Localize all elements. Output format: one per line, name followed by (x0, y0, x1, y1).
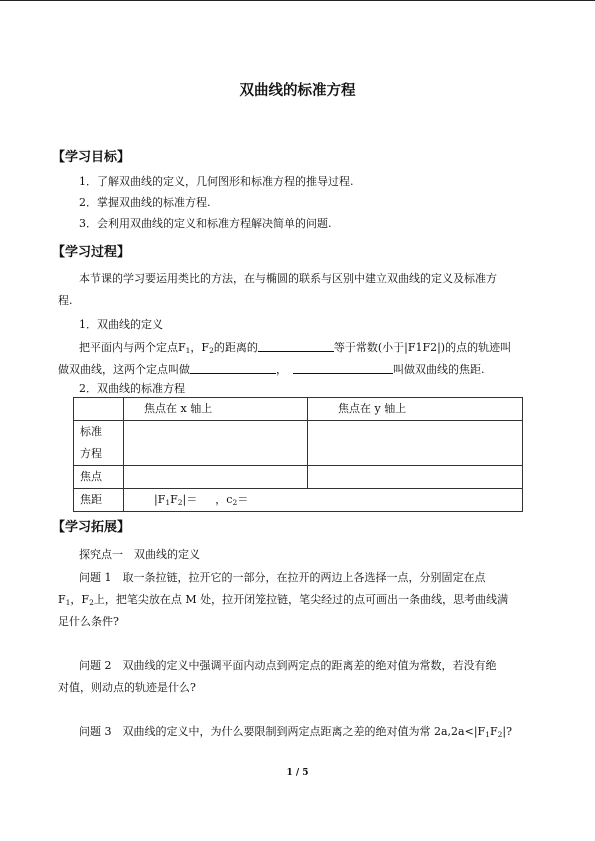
standard-equation-heading: 2．双曲线的标准方程 (79, 382, 185, 395)
table-cell[interactable] (308, 421, 523, 466)
goal-item: 1．了解双曲线的定义，几何图形和标准方程的推导过程. (79, 175, 354, 188)
section-heading-goals: 【学习目标】 (52, 150, 131, 165)
table-cell[interactable] (124, 466, 308, 489)
section-heading-extension: 【学习拓展】 (52, 520, 131, 535)
question-2-line: 问题 2 双曲线的定义中强调平面内动点到两定点的距离差的绝对值为常数，若没有绝 (79, 659, 497, 672)
definition-line: 把平面内与两个定点$F_1$，$F_2$的距离的 等于常数(小于|F1F2|)的点的轨迹叫 (79, 341, 512, 355)
table-row-label: 焦点 (74, 466, 124, 489)
intro-line: 本节课的学习要运用类比的方法，在与椭圆的联系与区别中建立双曲线的定义及标准方 (79, 272, 497, 285)
table-header-y: 焦点在 y 轴上 (308, 398, 523, 421)
section-heading-process: 【学习过程】 (52, 245, 131, 260)
table-cell[interactable] (124, 421, 308, 466)
explore-heading: 探究点一 双曲线的定义 (79, 548, 200, 561)
table-cell (74, 398, 124, 421)
goal-item: 3．会利用双曲线的定义和标准方程解决简单的问题. (79, 217, 332, 230)
fill-blank[interactable] (258, 340, 334, 352)
question-1-line: 问题 1 取一条拉链，拉开它的一部分，在拉开的两边上各选择一点，分别固定在点 (79, 571, 486, 584)
page-number: 1 / 5 (286, 768, 309, 778)
question-2-line: 对值，则动点的轨迹是什么? (58, 681, 196, 694)
intro-line: 程. (58, 294, 73, 307)
definition-heading: 1．双曲线的定义 (79, 318, 163, 331)
table-row-label: 焦距 (74, 489, 124, 512)
table-row-label: 标准 方程 (74, 421, 124, 466)
table-header-x: 焦点在 x 轴上 (124, 398, 308, 421)
page-title: 双曲线的标准方程 (239, 83, 356, 99)
top-border (0, 0, 595, 1)
standard-equation-table (73, 397, 523, 512)
fill-blank[interactable] (293, 362, 393, 374)
question-1-line: 足什么条件? (58, 615, 119, 628)
focal-distance-cell[interactable]: $|F_1F_2|=$ ，$c_2=$ (124, 489, 523, 512)
goal-item: 2．掌握双曲线的标准方程. (79, 196, 211, 209)
table-cell[interactable] (308, 466, 523, 489)
definition-line: 做双曲线，这两个定点叫做 ， 叫做双曲线的焦距. (58, 363, 485, 376)
fill-blank[interactable] (190, 362, 276, 374)
question-3-line: 问题 3 双曲线的定义中，为什么要限制到两定点距离之差的绝对值为常 $2a,2a<|F_1F_2|$? (79, 725, 512, 739)
question-1-line: $F_1$，$F_2$上，把笔尖放在点 M 处，拉开闭笼拉链，笔尖经过的点可画出一条曲线，思考曲线满 (58, 593, 509, 607)
